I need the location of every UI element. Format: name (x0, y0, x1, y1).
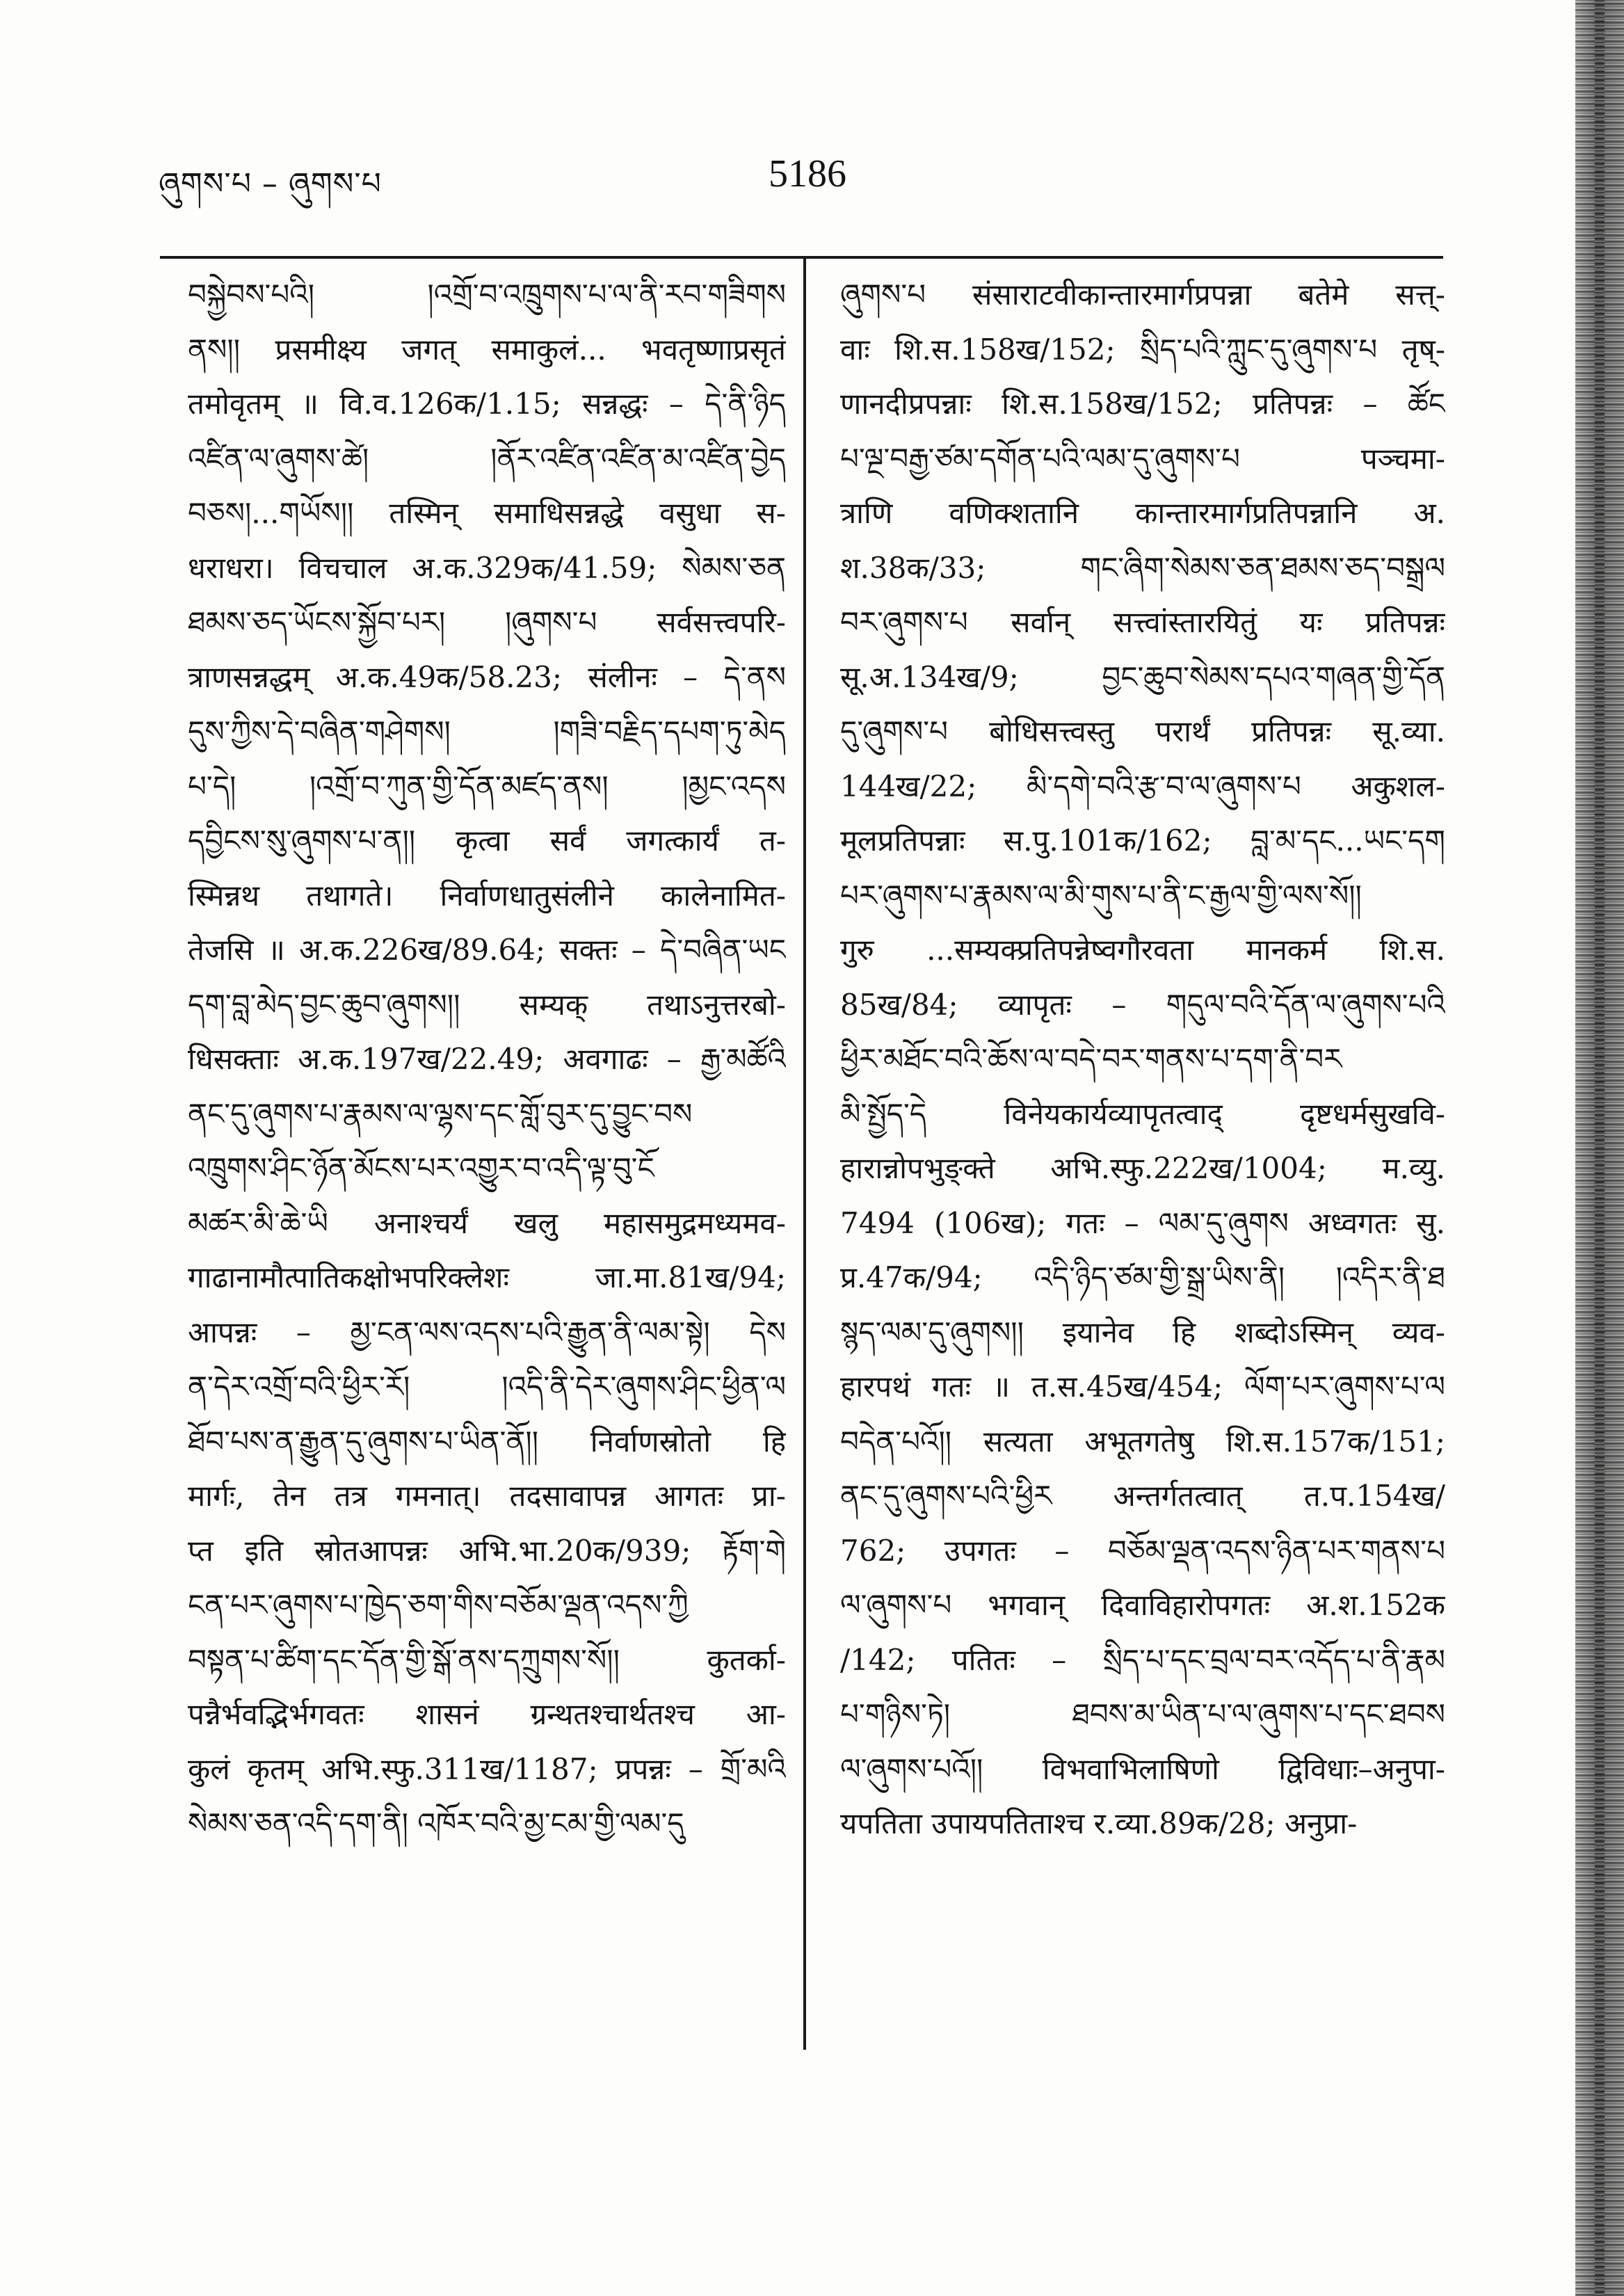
right-column (840, 268, 1445, 1852)
text-line: मार्गः, तेन तत्र गमनात्। तदसावापन्न आगतः प्रा- (188, 1479, 786, 1513)
column-divider (803, 259, 806, 2050)
text-line: པ་ལྔ་བརྒྱ་ཙམ་དགོན་པའི་ལམ་དུ་ཞུགས་པ पञ्चमा- (840, 441, 1445, 476)
text-line: འཛིན་ལ་ཞུགས་ཚེ། །ནོར་འཛིན་འཛིན་མ་འཛིན་བྱེད (188, 441, 786, 476)
text-line: त्राणि वणिक्शतानि कान्तारमार्गप्रतिपन्नानि अ. (840, 496, 1445, 530)
text-line: प्त इति स्रोतआपन्नः अभि.भा.20क/939; རྟོག་གེ (188, 1533, 786, 1568)
left-column (188, 268, 786, 1852)
text-line: ལ་ཞུགས་པའོ།། विभवाभिलाषिणो द्विविधाः–अनुपा- (840, 1751, 1445, 1786)
text-line: བདེན་པའོ།། सत्यता अभूतगतेषु शि.स.157क/151; (840, 1424, 1445, 1459)
text-line: བར་ཞུགས་པ सर्वान् सत्त्वांस्तारयितुं यः प्रतिपन्नः (840, 605, 1445, 639)
text-line: धिसक्ताः अ.क.197ख/22.49; अवगाढः – རྒྱ་མཚོའི (188, 1042, 786, 1076)
text-line: འཁྲུགས་ཤིང་ཉོན་མོངས་པར་འགྱུར་བ་འདི་ལྟ་བུ་ངོ (188, 1151, 654, 1185)
text-line: आपन्नः – མྱ་ངན་ལས་འདས་པའི་རྒྱུན་ནི་ལམ་སྟེ། དེས (188, 1315, 786, 1349)
text-line: བསྐྱེབས་པའི། །འགྲོ་བ་འཁྲུགས་པ་ལ་ནི་རབ་གཟིགས (188, 278, 786, 312)
running-head: ཞུགས་པ – ཞུགས་པ (159, 166, 382, 202)
text-line: བཅས།...གཡོས།། तस्मिन् समाधिसन्नद्धे वसुधा स- (188, 496, 786, 530)
text-line: ནང་དུ་ཞུགས་པ་རྣམས་ལ་ལྷས་དང་གློ་བུར་དུ་བྱུང་བས (188, 1096, 693, 1131)
text-line: 144ख/22; མི་དགེ་བའི་རྩ་བ་ལ་ཞུགས་པ अकुशल- (840, 769, 1445, 803)
text-line: སེམས་ཅན་འདི་དག་ནི། འཁོར་བའི་མྱ་ངམ་གྱི་ལམ་དུ (188, 1806, 684, 1840)
text-line: ནས།། प्रसमीक्ष्य जगत् समाकुलं... भवतृष्णाप्रसृतं (188, 332, 786, 367)
text-line: सू.अ.134ख/9; བྱང་ཆུབ་སེམས་དཔའ་གཞན་གྱི་དོན (840, 659, 1445, 694)
text-line: यपतिता उपायपतिताश्च र.व्या.89क/28; अनुप्रा- (840, 1806, 1358, 1840)
text-line: དུས་ཀྱིས་དེ་བཞིན་གཤེགས། །གཟི་བརྗིད་དཔག་ཏུ་མེད (188, 714, 786, 748)
text-line: 7494 (106ख); गतः – ལམ་དུ་ཞུགས अध्वगतः सु. (840, 1205, 1445, 1240)
text-line: कुलं कृतम् अभि.स्फु.311ख/1187; प्रपन्नः – གྲོ་མའི (188, 1751, 786, 1786)
text-line: པ་དེ། །འགྲོ་བ་ཀུན་གྱི་དོན་མཛད་ནས། །མྱང་འདས (188, 769, 786, 803)
text-line: ངན་པར་ཞུགས་པ་ཁྱེད་ཅག་གིས་བཅོམ་ལྡན་འདས་ཀྱི (188, 1588, 689, 1622)
text-line: हारान्नोपभुङ्क्ते अभि.स्फु.222ख/1004; म.व्यु. (840, 1151, 1445, 1185)
text-line: मूलप्रतिपन्नाः स.पु.101क/162; བླ་མ་དང...ཡང་དག (840, 824, 1445, 858)
text-line: ནང་དུ་ཞུགས་པའི་ཕྱིར अन्तर्गतत्वात् त.प.154ख/ (840, 1479, 1445, 1513)
text-line: गाढानामौत्पातिकक्षोभपरिक्लेशः जा.मा.81ख/94; (188, 1260, 786, 1294)
text-line: तमोवृतम् ॥ वि.व.126क/1.15; सन्नद्धः – དེ་ནི་ཉིད (188, 387, 786, 421)
text-line: धराधरा। विचचाल अ.क.329क/41.59; སེམས་ཅན (188, 550, 786, 585)
text-line: वाः शि.स.158ख/152; སྲིད་པའི་ཀླུང་དུ་ཞུགས་པ तृष्- (840, 332, 1445, 367)
scanned-page-edge (1575, 0, 1624, 2296)
text-line: བསྟན་པ་ཚིག་དང་དོན་གྱི་སྒོ་ནས་དཀྲུགས་སོ།། कुतर्का- (188, 1642, 786, 1677)
text-line: ལ་ཞུགས་པ भगवान् दिवाविहारोपगतः अ.श.152क (840, 1588, 1445, 1622)
text-line: /142; पतितः – སྲིད་པ་དང་བྲལ་བར་འདོད་པ་ནི་རྣམ (840, 1642, 1445, 1677)
text-line: པ་གཉིས་ཏེ། ཐབས་མ་ཡིན་པ་ལ་ཞུགས་པ་དང་ཐབས (840, 1697, 1445, 1731)
page-number: 5186 (769, 152, 846, 195)
text-line: श.38क/33; གང་ཞིག་སེམས་ཅན་ཐམས་ཅད་བསྒྲལ (840, 550, 1445, 585)
text-line: पन्नैर्भवद्भिर्भगवतः शासनं ग्रन्थतश्चार्थतश्च आ- (188, 1697, 786, 1731)
text-line: 85ख/84; व्यापृतः – གདུལ་བའི་དོན་ལ་ཞུགས་པའི (840, 987, 1445, 1022)
text-line: प्र.47क/94; འདི་ཉིད་ཙམ་གྱི་སྒྲ་ཡིས་ནི། །འདིར་ནི་ཐ (840, 1260, 1445, 1294)
text-line: ན་དེར་འགྲོ་བའི་ཕྱིར་རོ། །འདི་ནི་དེར་ཞུགས་ཤིང་ཕྱིན་ལ (188, 1370, 786, 1404)
text-line: དབྱིངས་སུ་ཞུགས་པ་ན།། कृत्वा सर्वं जगत्कार्यं त- (188, 824, 786, 858)
text-line: ཐམས་ཅད་ཡོངས་སྐྱོབ་པར། །ཞུགས་པ सर्वसत्त्वपरि- (188, 605, 786, 639)
text-line: ཕྱིར་མཐོང་བའི་ཆོས་ལ་བདེ་བར་གནས་པ་དག་ནི་བར (840, 1042, 1342, 1076)
header-rule (160, 256, 1443, 259)
text-line: गुरु ...सम्यक्प्रतिपन्नेष्वगौरवता मानकर्म शि.स. (840, 933, 1445, 967)
text-line: स्मिन्नथ तथागते। निर्वाणधातुसंलीने कालेनामित- (188, 878, 786, 913)
text-line: त्राणसन्नद्धम् अ.क.49क/58.23; संलीनः – དེ་ནས (188, 659, 786, 694)
text-line: हारपथं गतः ॥ त.स.45ख/454; ལོག་པར་ཞུགས་པ་ལ (840, 1370, 1445, 1404)
text-line: ཐོབ་པས་ན་རྒྱུན་དུ་ཞུགས་པ་ཡིན་ནོ།། निर्वाणस्रोतो हि (188, 1424, 786, 1459)
text-line: णानदीप्रपन्नाः शि.स.158ख/152; प्रतिपन्नः – ཚོང (840, 387, 1445, 421)
scanned-edge-shadow (1595, 0, 1605, 2296)
text-line: तेजसि ॥ अ.क.226ख/89.64; सक्तः – དེ་བཞིན་ཡང (188, 933, 786, 967)
text-line: ཞུགས་པ संसाराटवीकान्तारमार्गप्रपन्ना बतेमे सत्त्- (840, 278, 1445, 312)
text-line: སྙད་ལམ་དུ་ཞུགས།། इयानेव हि शब्दोऽस्मिन् व्यव- (840, 1315, 1445, 1349)
text-line: དུ་ཞུགས་པ बोधिसत्त्वस्तु परार्थं प्रतिपन्नः सू.व्या. (840, 714, 1445, 748)
text-line: པར་ཞུགས་པ་རྣམས་ལ་མི་གུས་པ་ནི་ང་རྒྱལ་གྱི་ལས་སོ།། (840, 878, 1362, 913)
text-line: 762; उपगतः – བཅོམ་ལྡན་འདས་ཉིན་པར་གནས་པ (840, 1533, 1445, 1568)
text-line: དག་བླ་མེད་བྱང་ཆུབ་ཞུགས།། सम्यक् तथाऽनुत्तरबो- (188, 987, 786, 1022)
text-line: མི་སྤྱོད་དེ विनेयकार्यव्यापृतत्वाद् दृष्टधर्मसुखवि- (840, 1096, 1445, 1131)
text-line: མཚར་མི་ཆེ་ཡི अनाश्चर्यं खलु महासमुद्रमध्यमव- (188, 1205, 786, 1240)
